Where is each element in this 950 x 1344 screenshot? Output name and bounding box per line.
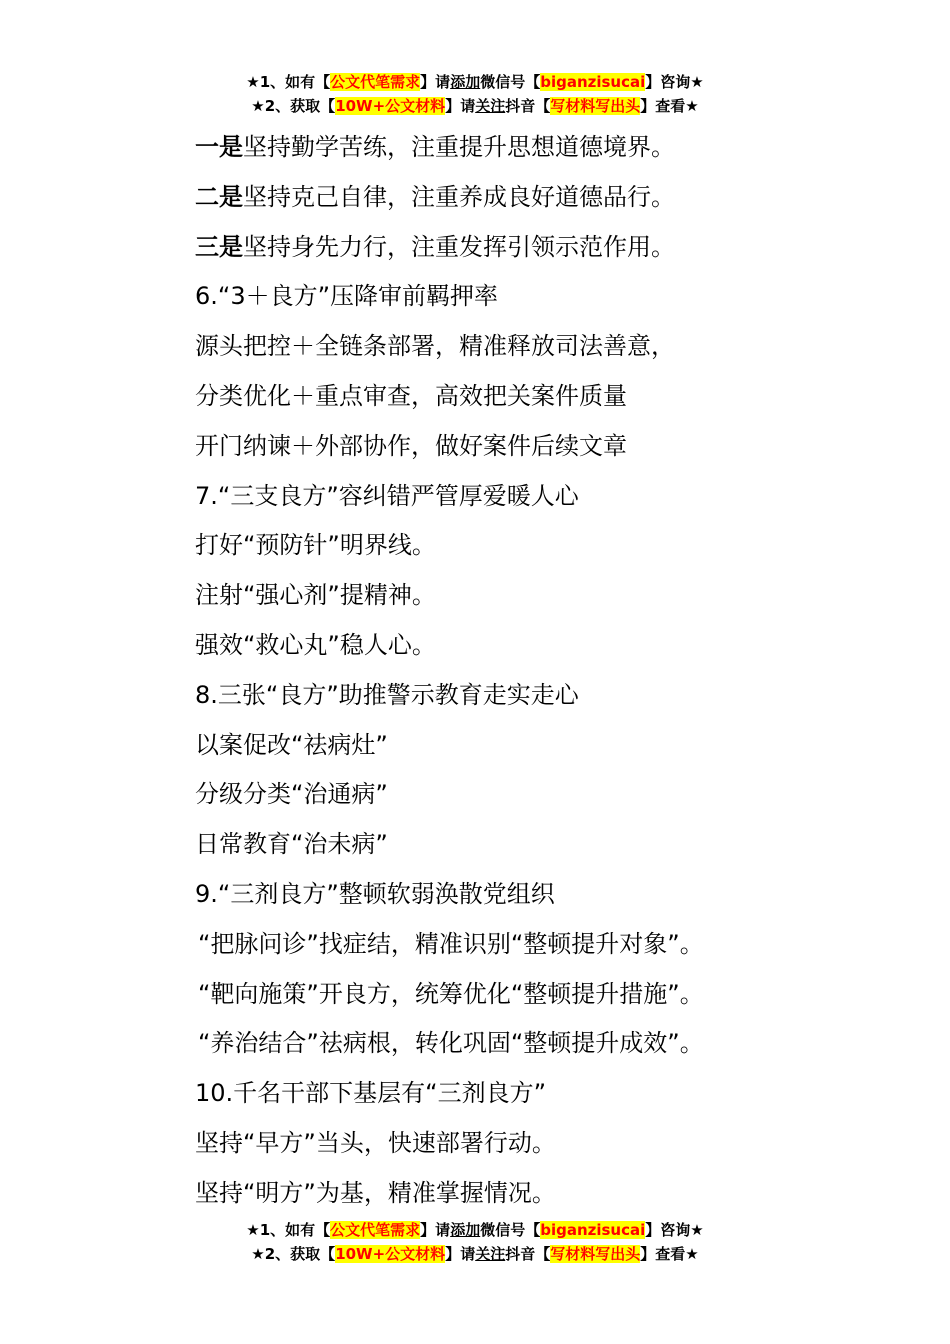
section-heading (195, 1069, 895, 1119)
paragraph-text: 坚持勤学苦练，注重提升思想道德境界。 (243, 133, 675, 161)
document-body (195, 123, 895, 1219)
banner-emphasis: 添加 (450, 1221, 481, 1239)
paragraph-lead: 一是 (195, 133, 243, 161)
paragraph-text: 坚持身先力行，注重发挥引领示范作用。 (243, 232, 675, 261)
paragraph (198, 1019, 895, 1069)
paragraph (195, 1169, 895, 1219)
banner-text: ★1、如有【 (246, 1221, 331, 1239)
banner-text: 微信号【 (480, 73, 541, 91)
banner-emphasis: 添加 (450, 73, 481, 91)
section-heading (195, 472, 895, 522)
section-heading (195, 272, 895, 322)
paragraph-text: 坚持“明方”为基，精准掌握情况。 (195, 1178, 556, 1207)
paragraph (198, 920, 895, 970)
section-heading (195, 671, 895, 721)
paragraph (195, 223, 895, 273)
banner-text: 】咨询★ (645, 1221, 704, 1239)
section-heading (195, 870, 895, 920)
paragraph-text: 坚持克己自律，注重养成良好道德品行。 (243, 182, 675, 211)
paragraph (195, 721, 895, 771)
paragraph-text: 注射“强心剂”提精神。 (195, 581, 436, 610)
paragraph (195, 422, 895, 472)
banner-text: 】查看★ (640, 97, 699, 115)
banner-line-1 (0, 1218, 950, 1242)
banner-text: 】请 (445, 1245, 476, 1263)
banner-text: 抖音【 (505, 1245, 551, 1263)
paragraph-text: 开门纳谏＋外部协作，做好案件后续文章 (195, 431, 627, 460)
banner-highlight: 公文代笔需求 (330, 1221, 421, 1239)
paragraph-text: 7.“三支良方”容纠错严管厚爱暖人心 (195, 481, 579, 510)
paragraph-text: 分级分类“治通病” (195, 780, 388, 809)
paragraph (195, 322, 895, 372)
paragraph-text: 分类优化＋重点审查，高效把关案件质量 (195, 381, 627, 410)
paragraph-text: “把脉问诊”找症结，精准识别“整顿提升对象”。 (198, 929, 704, 958)
banner-highlight: biganzisucai (540, 1221, 646, 1239)
banner-highlight: biganzisucai (540, 73, 646, 91)
paragraph (195, 820, 895, 870)
paragraph (195, 621, 895, 671)
banner-line-1 (0, 70, 950, 94)
paragraph (198, 970, 895, 1020)
paragraph (195, 123, 895, 173)
paragraph-text: 日常教育“治未病” (195, 830, 388, 859)
banner-highlight: 公文代笔需求 (330, 73, 421, 91)
paragraph-text: “养治结合”祛病根，转化巩固“整顿提升成效”。 (198, 1029, 704, 1058)
banner-line-2 (0, 1242, 950, 1266)
banner-emphasis: 关注 (475, 97, 506, 115)
banner-text: 】请 (445, 97, 476, 115)
banner-emphasis: 关注 (475, 1245, 506, 1263)
paragraph (195, 521, 895, 571)
banner-text: 】请 (420, 73, 451, 91)
paragraph-lead: 三是 (195, 232, 243, 261)
banner-highlight: 10W+公文材料 (335, 97, 446, 115)
paragraph-text: 坚持“早方”当头，快速部署行动。 (195, 1128, 556, 1157)
header-banner (0, 70, 950, 118)
banner-text: 抖音【 (505, 97, 551, 115)
banner-text: 】咨询★ (645, 73, 704, 91)
banner-text: ★2、获取【 (251, 1245, 336, 1263)
paragraph-text: 9.“三剂良方”整顿软弱涣散党组织 (195, 879, 555, 908)
banner-text: ★2、获取【 (251, 97, 336, 115)
paragraph-text: 10.千名干部下基层有“三剂良方” (195, 1079, 547, 1108)
paragraph-text: “靶向施策”开良方，统筹优化“整顿提升措施”。 (198, 979, 704, 1008)
paragraph-text: 打好“预防针”明界线。 (195, 531, 436, 560)
paragraph (195, 571, 895, 621)
paragraph-text: 源头把控＋全链条部署，精准释放司法善意， (195, 332, 675, 361)
footer-banner (0, 1218, 950, 1266)
banner-highlight: 写材料写出头 (550, 97, 641, 115)
paragraph (195, 1119, 895, 1169)
paragraph-lead: 二是 (195, 182, 243, 211)
paragraph (195, 770, 895, 820)
paragraph-text: 8.三张“良方”助推警示教育走实走心 (195, 680, 579, 709)
banner-text: 】查看★ (640, 1245, 699, 1263)
banner-line-2 (0, 94, 950, 118)
banner-text: 微信号【 (480, 1221, 541, 1239)
paragraph (195, 173, 895, 223)
banner-text: 】请 (420, 1221, 451, 1239)
banner-highlight: 10W+公文材料 (335, 1245, 446, 1263)
banner-text: ★1、如有【 (246, 73, 331, 91)
paragraph-text: 6.“3＋良方”压降审前羁押率 (195, 282, 499, 311)
banner-highlight: 写材料写出头 (550, 1245, 641, 1263)
paragraph (195, 372, 895, 422)
paragraph-text: 以案促改“祛病灶” (195, 730, 388, 759)
paragraph-text: 强效“救心丸”稳人心。 (195, 630, 436, 659)
